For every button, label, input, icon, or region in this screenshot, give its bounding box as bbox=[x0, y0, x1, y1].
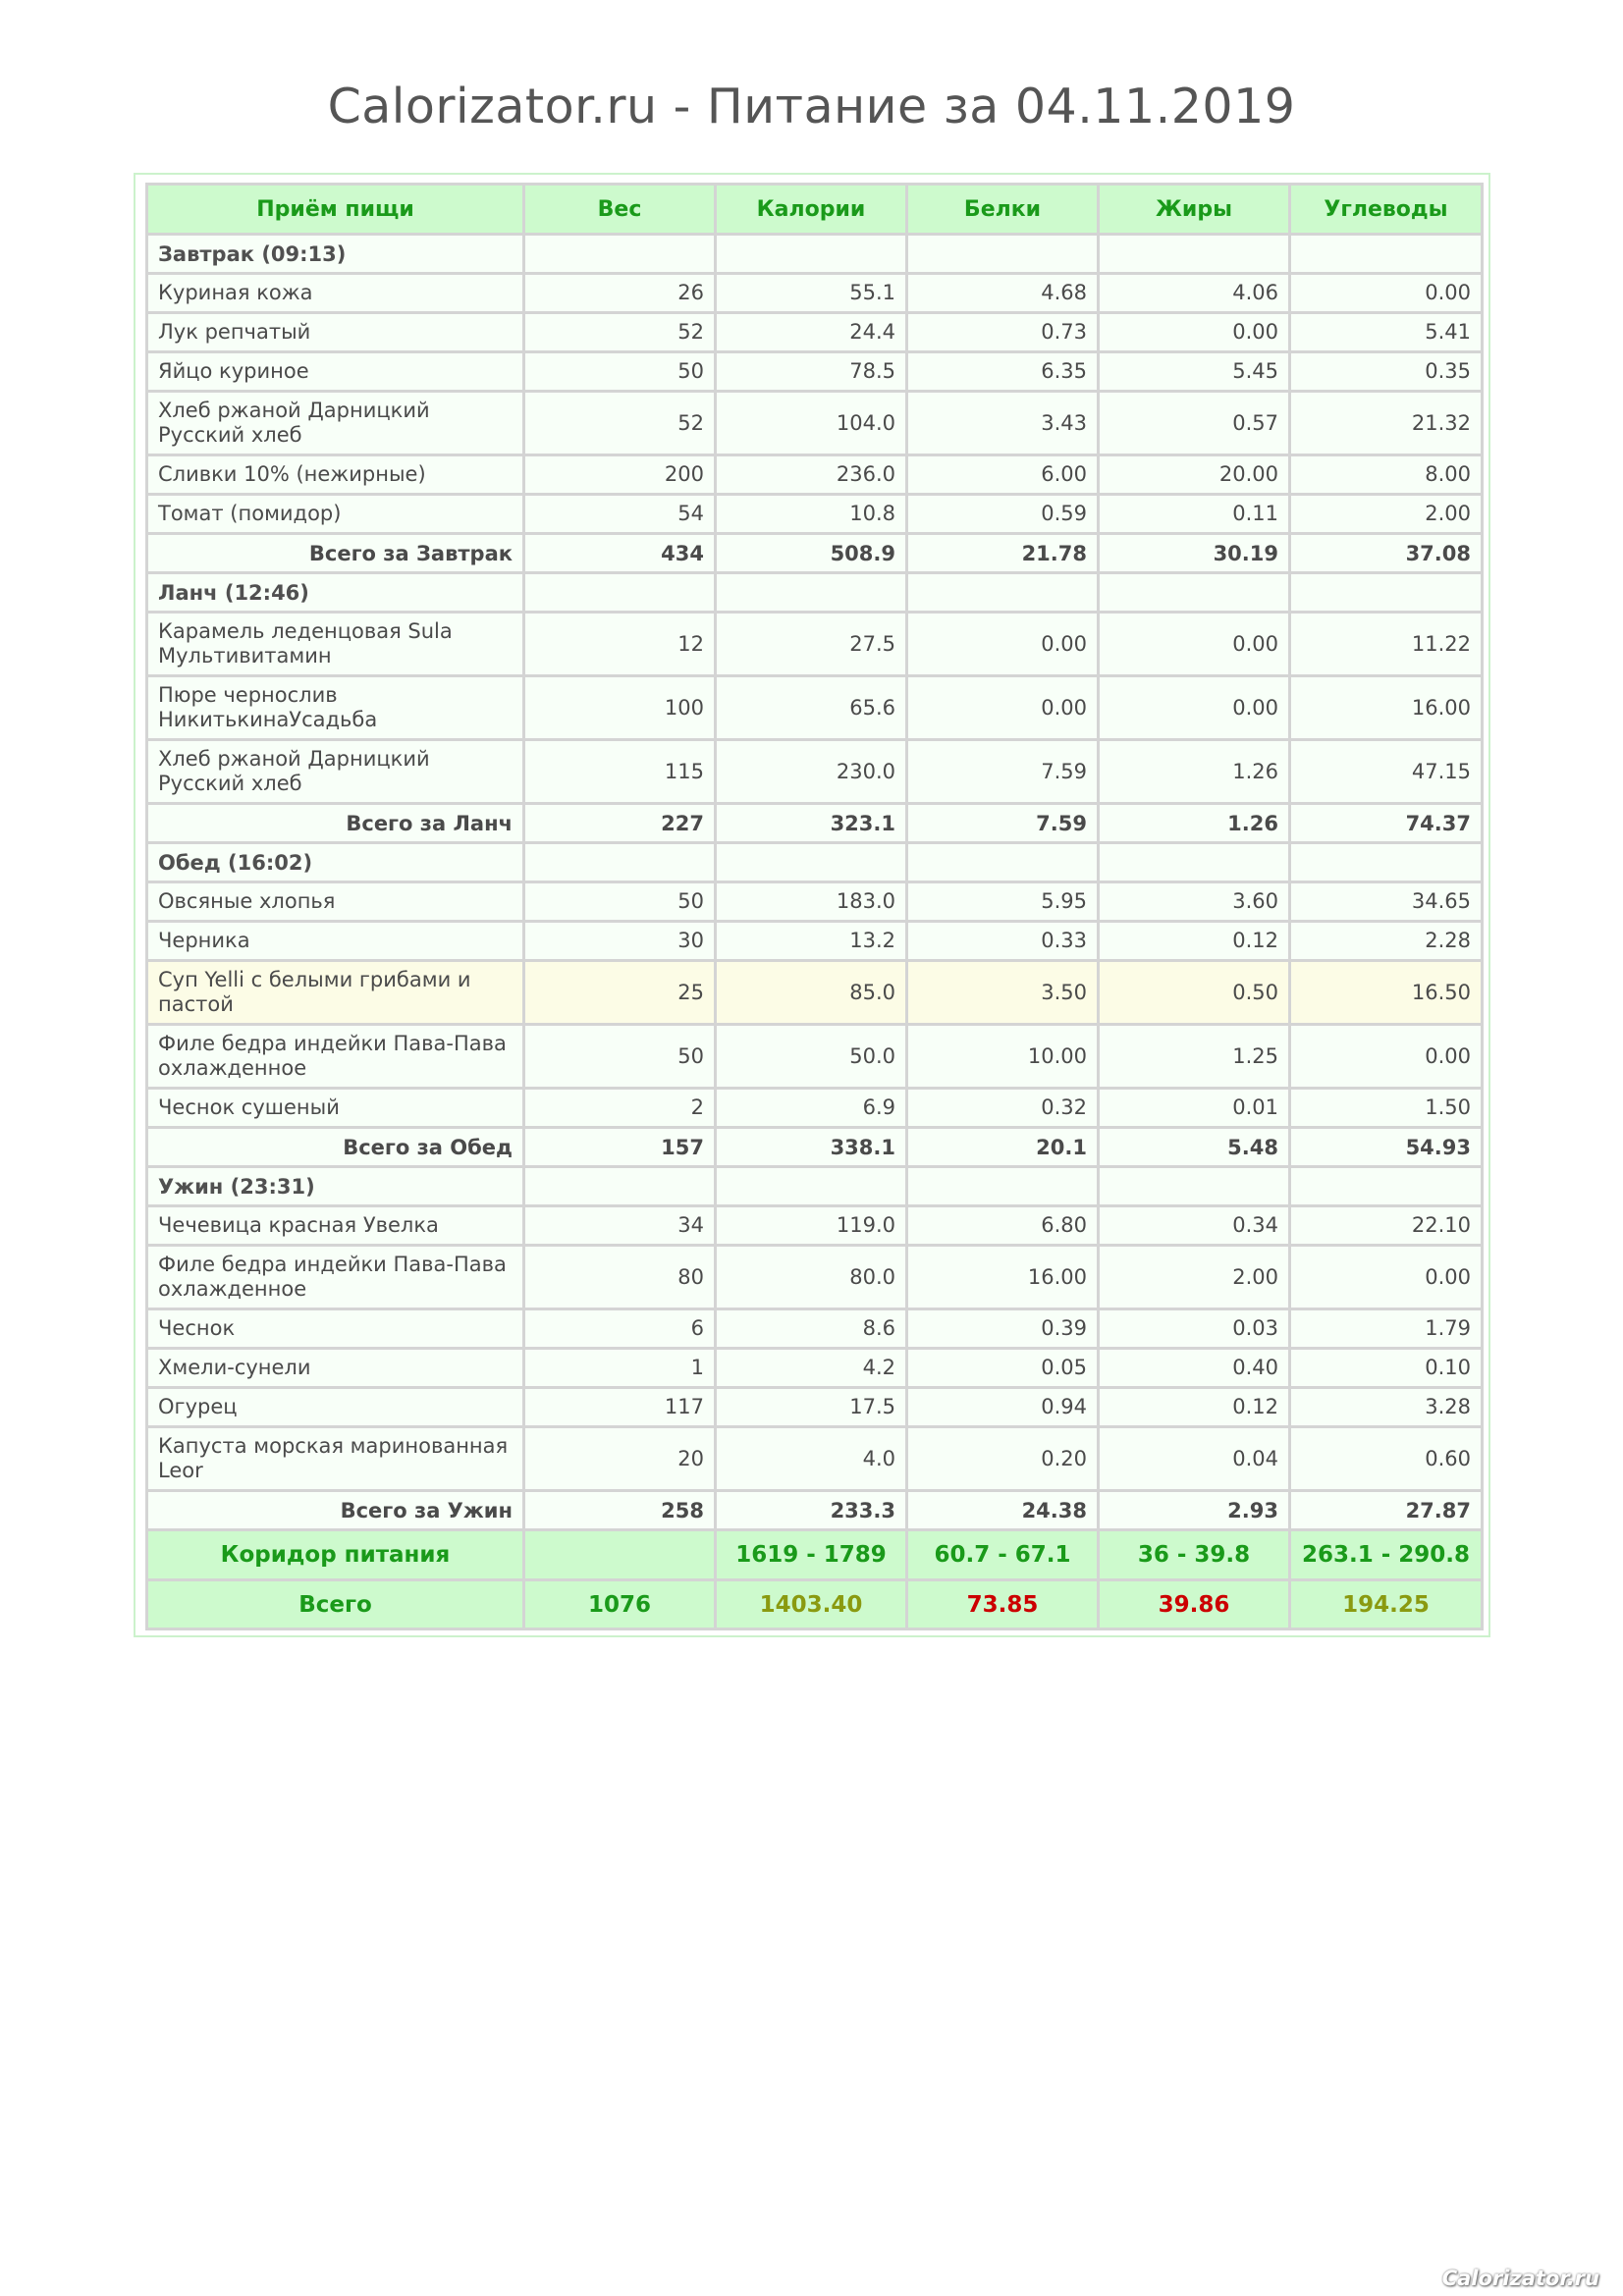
subtotal-protein: 21.78 bbox=[907, 534, 1099, 573]
subtotal-carbs: 27.87 bbox=[1290, 1491, 1483, 1530]
food-protein: 0.32 bbox=[907, 1089, 1099, 1128]
food-item-row bbox=[147, 1089, 1483, 1128]
meal-section-title: Ужин (23:31) bbox=[147, 1167, 524, 1206]
food-calories: 230.0 bbox=[716, 740, 907, 804]
subtotal-weight: 157 bbox=[524, 1128, 716, 1167]
food-item-row bbox=[147, 274, 1483, 313]
food-fat: 0.00 bbox=[1099, 613, 1290, 676]
food-protein: 0.59 bbox=[907, 495, 1099, 534]
subtotal-weight: 227 bbox=[524, 804, 716, 843]
food-name: Филе бедра индейки Пава-Пава охлажденное bbox=[147, 1025, 524, 1089]
food-calories: 17.5 bbox=[716, 1388, 907, 1427]
food-weight: 80 bbox=[524, 1246, 716, 1309]
food-fat: 0.12 bbox=[1099, 1388, 1290, 1427]
food-protein: 0.20 bbox=[907, 1427, 1099, 1491]
food-fat: 3.60 bbox=[1099, 882, 1290, 922]
header-row bbox=[147, 185, 1483, 235]
corridor-fat: 36 - 39.8 bbox=[1099, 1530, 1290, 1580]
watermark: Calorizator.ru bbox=[1441, 2267, 1599, 2290]
subtotal-carbs: 54.93 bbox=[1290, 1128, 1483, 1167]
food-weight: 50 bbox=[524, 1025, 716, 1089]
food-weight: 2 bbox=[524, 1089, 716, 1128]
food-carbs: 16.00 bbox=[1290, 676, 1483, 740]
column-header-meal: Приём пищи bbox=[147, 185, 524, 235]
empty-cell bbox=[524, 1167, 716, 1206]
food-protein: 0.00 bbox=[907, 676, 1099, 740]
food-item-row bbox=[147, 313, 1483, 352]
food-weight: 26 bbox=[524, 274, 716, 313]
food-weight: 25 bbox=[524, 961, 716, 1025]
food-weight: 1 bbox=[524, 1349, 716, 1388]
food-calories: 85.0 bbox=[716, 961, 907, 1025]
food-weight: 54 bbox=[524, 495, 716, 534]
food-fat: 0.04 bbox=[1099, 1427, 1290, 1491]
total-label: Всего bbox=[147, 1580, 524, 1629]
food-name: Пюре чернослив НикитькинаУсадьба bbox=[147, 676, 524, 740]
subtotal-calories: 508.9 bbox=[716, 534, 907, 573]
food-name: Огурец bbox=[147, 1388, 524, 1427]
food-protein: 10.00 bbox=[907, 1025, 1099, 1089]
food-calories: 24.4 bbox=[716, 313, 907, 352]
corridor-protein: 60.7 - 67.1 bbox=[907, 1530, 1099, 1580]
food-name: Чечевица красная Увелка bbox=[147, 1206, 524, 1246]
food-carbs: 34.65 bbox=[1290, 882, 1483, 922]
food-fat: 0.03 bbox=[1099, 1309, 1290, 1349]
subtotal-calories: 338.1 bbox=[716, 1128, 907, 1167]
food-fat: 4.06 bbox=[1099, 274, 1290, 313]
food-item-row bbox=[147, 1427, 1483, 1491]
subtotal-label: Всего за Завтрак bbox=[147, 534, 524, 573]
food-fat: 0.40 bbox=[1099, 1349, 1290, 1388]
food-item-row bbox=[147, 676, 1483, 740]
empty-cell bbox=[1290, 1167, 1483, 1206]
food-carbs: 11.22 bbox=[1290, 613, 1483, 676]
food-carbs: 5.41 bbox=[1290, 313, 1483, 352]
food-weight: 30 bbox=[524, 922, 716, 961]
food-calories: 8.6 bbox=[716, 1309, 907, 1349]
subtotal-fat: 30.19 bbox=[1099, 534, 1290, 573]
empty-cell bbox=[1290, 843, 1483, 882]
food-protein: 0.00 bbox=[907, 613, 1099, 676]
food-fat: 0.00 bbox=[1099, 676, 1290, 740]
food-item-row bbox=[147, 1025, 1483, 1089]
food-fat: 0.34 bbox=[1099, 1206, 1290, 1246]
food-item-row bbox=[147, 922, 1483, 961]
food-protein: 0.73 bbox=[907, 313, 1099, 352]
subtotal-calories: 233.3 bbox=[716, 1491, 907, 1530]
food-weight: 50 bbox=[524, 352, 716, 392]
empty-cell bbox=[907, 843, 1099, 882]
empty-cell bbox=[716, 573, 907, 613]
food-calories: 50.0 bbox=[716, 1025, 907, 1089]
food-name: Хмели-сунели bbox=[147, 1349, 524, 1388]
food-calories: 4.0 bbox=[716, 1427, 907, 1491]
food-weight: 117 bbox=[524, 1388, 716, 1427]
food-name: Карамель леденцовая Sula Мультивитамин bbox=[147, 613, 524, 676]
empty-cell bbox=[716, 235, 907, 274]
subtotal-fat: 1.26 bbox=[1099, 804, 1290, 843]
food-name: Куриная кожа bbox=[147, 274, 524, 313]
food-item-row bbox=[147, 455, 1483, 495]
empty-cell bbox=[1290, 235, 1483, 274]
food-calories: 183.0 bbox=[716, 882, 907, 922]
corridor-weight bbox=[524, 1530, 716, 1580]
meal-section-row bbox=[147, 843, 1483, 882]
food-item-row bbox=[147, 961, 1483, 1025]
food-carbs: 1.79 bbox=[1290, 1309, 1483, 1349]
empty-cell bbox=[524, 573, 716, 613]
nutrition-corridor-row bbox=[147, 1530, 1483, 1580]
food-carbs: 1.50 bbox=[1290, 1089, 1483, 1128]
empty-cell bbox=[1290, 573, 1483, 613]
food-item-row bbox=[147, 1246, 1483, 1309]
food-calories: 119.0 bbox=[716, 1206, 907, 1246]
food-name: Чеснок bbox=[147, 1309, 524, 1349]
food-fat: 0.11 bbox=[1099, 495, 1290, 534]
food-carbs: 47.15 bbox=[1290, 740, 1483, 804]
food-protein: 7.59 bbox=[907, 740, 1099, 804]
food-name: Хлеб ржаной Дарницкий Русский хлеб bbox=[147, 740, 524, 804]
food-calories: 80.0 bbox=[716, 1246, 907, 1309]
food-carbs: 0.00 bbox=[1290, 1246, 1483, 1309]
column-header-calories: Калории bbox=[716, 185, 907, 235]
food-calories: 10.8 bbox=[716, 495, 907, 534]
food-weight: 20 bbox=[524, 1427, 716, 1491]
corridor-label: Коридор питания bbox=[147, 1530, 524, 1580]
food-weight: 52 bbox=[524, 392, 716, 455]
column-header-fat: Жиры bbox=[1099, 185, 1290, 235]
food-name: Капуста морская маринованная Leor bbox=[147, 1427, 524, 1491]
food-calories: 27.5 bbox=[716, 613, 907, 676]
total-fat: 39.86 bbox=[1099, 1580, 1290, 1629]
food-weight: 34 bbox=[524, 1206, 716, 1246]
food-calories: 13.2 bbox=[716, 922, 907, 961]
food-fat: 0.00 bbox=[1099, 313, 1290, 352]
food-protein: 16.00 bbox=[907, 1246, 1099, 1309]
food-name: Хлеб ржаной Дарницкий Русский хлеб bbox=[147, 392, 524, 455]
food-name: Томат (помидор) bbox=[147, 495, 524, 534]
column-header-weight: Вес bbox=[524, 185, 716, 235]
food-protein: 6.00 bbox=[907, 455, 1099, 495]
subtotal-fat: 5.48 bbox=[1099, 1128, 1290, 1167]
food-protein: 0.94 bbox=[907, 1388, 1099, 1427]
food-protein: 3.50 bbox=[907, 961, 1099, 1025]
food-weight: 52 bbox=[524, 313, 716, 352]
food-protein: 4.68 bbox=[907, 274, 1099, 313]
meal-section-title: Ланч (12:46) bbox=[147, 573, 524, 613]
food-fat: 0.01 bbox=[1099, 1089, 1290, 1128]
food-weight: 50 bbox=[524, 882, 716, 922]
meal-section-row bbox=[147, 573, 1483, 613]
food-weight: 115 bbox=[524, 740, 716, 804]
meal-section-row bbox=[147, 1167, 1483, 1206]
subtotal-label: Всего за Ужин bbox=[147, 1491, 524, 1530]
food-weight: 100 bbox=[524, 676, 716, 740]
food-carbs: 0.10 bbox=[1290, 1349, 1483, 1388]
food-name: Черника bbox=[147, 922, 524, 961]
corridor-carbs: 263.1 - 290.8 bbox=[1290, 1530, 1483, 1580]
food-item-row bbox=[147, 1349, 1483, 1388]
food-protein: 0.05 bbox=[907, 1349, 1099, 1388]
food-carbs: 0.35 bbox=[1290, 352, 1483, 392]
food-carbs: 16.50 bbox=[1290, 961, 1483, 1025]
food-item-row bbox=[147, 392, 1483, 455]
empty-cell bbox=[716, 843, 907, 882]
food-item-row bbox=[147, 1388, 1483, 1427]
meal-subtotal-row bbox=[147, 1491, 1483, 1530]
food-name: Сливки 10% (нежирные) bbox=[147, 455, 524, 495]
food-protein: 6.80 bbox=[907, 1206, 1099, 1246]
total-weight: 1076 bbox=[524, 1580, 716, 1629]
food-fat: 0.50 bbox=[1099, 961, 1290, 1025]
empty-cell bbox=[907, 1167, 1099, 1206]
subtotal-fat: 2.93 bbox=[1099, 1491, 1290, 1530]
food-name: Лук репчатый bbox=[147, 313, 524, 352]
subtotal-calories: 323.1 bbox=[716, 804, 907, 843]
column-header-protein: Белки bbox=[907, 185, 1099, 235]
food-item-row bbox=[147, 1309, 1483, 1349]
meal-subtotal-row bbox=[147, 804, 1483, 843]
subtotal-label: Всего за Обед bbox=[147, 1128, 524, 1167]
food-weight: 12 bbox=[524, 613, 716, 676]
food-calories: 65.6 bbox=[716, 676, 907, 740]
meal-subtotal-row bbox=[147, 1128, 1483, 1167]
food-protein: 5.95 bbox=[907, 882, 1099, 922]
grand-total-row bbox=[147, 1580, 1483, 1629]
food-name: Суп Yelli с белыми грибами и пастой bbox=[147, 961, 524, 1025]
subtotal-carbs: 74.37 bbox=[1290, 804, 1483, 843]
food-item-row bbox=[147, 882, 1483, 922]
food-fat: 1.26 bbox=[1099, 740, 1290, 804]
food-item-row bbox=[147, 613, 1483, 676]
corridor-calories: 1619 - 1789 bbox=[716, 1530, 907, 1580]
empty-cell bbox=[716, 1167, 907, 1206]
nutrition-table bbox=[145, 183, 1484, 1630]
subtotal-protein: 7.59 bbox=[907, 804, 1099, 843]
total-protein: 73.85 bbox=[907, 1580, 1099, 1629]
food-name: Яйцо куриное bbox=[147, 352, 524, 392]
meal-section-title: Обед (16:02) bbox=[147, 843, 524, 882]
food-fat: 0.57 bbox=[1099, 392, 1290, 455]
empty-cell bbox=[907, 235, 1099, 274]
meal-section-row bbox=[147, 235, 1483, 274]
food-carbs: 2.00 bbox=[1290, 495, 1483, 534]
food-fat: 5.45 bbox=[1099, 352, 1290, 392]
food-weight: 6 bbox=[524, 1309, 716, 1349]
food-item-row bbox=[147, 352, 1483, 392]
subtotal-carbs: 37.08 bbox=[1290, 534, 1483, 573]
food-carbs: 2.28 bbox=[1290, 922, 1483, 961]
empty-cell bbox=[1099, 573, 1290, 613]
food-calories: 236.0 bbox=[716, 455, 907, 495]
empty-cell bbox=[1099, 1167, 1290, 1206]
empty-cell bbox=[524, 235, 716, 274]
food-calories: 104.0 bbox=[716, 392, 907, 455]
empty-cell bbox=[1099, 235, 1290, 274]
subtotal-protein: 20.1 bbox=[907, 1128, 1099, 1167]
food-name: Филе бедра индейки Пава-Пава охлажденное bbox=[147, 1246, 524, 1309]
food-fat: 2.00 bbox=[1099, 1246, 1290, 1309]
food-fat: 0.12 bbox=[1099, 922, 1290, 961]
food-name: Чеснок сушеный bbox=[147, 1089, 524, 1128]
food-item-row bbox=[147, 1206, 1483, 1246]
food-calories: 6.9 bbox=[716, 1089, 907, 1128]
subtotal-label: Всего за Ланч bbox=[147, 804, 524, 843]
food-carbs: 0.00 bbox=[1290, 274, 1483, 313]
food-calories: 4.2 bbox=[716, 1349, 907, 1388]
food-protein: 6.35 bbox=[907, 352, 1099, 392]
subtotal-weight: 258 bbox=[524, 1491, 716, 1530]
food-name: Овсяные хлопья bbox=[147, 882, 524, 922]
food-carbs: 0.60 bbox=[1290, 1427, 1483, 1491]
empty-cell bbox=[907, 573, 1099, 613]
total-calories: 1403.40 bbox=[716, 1580, 907, 1629]
empty-cell bbox=[1099, 843, 1290, 882]
food-carbs: 8.00 bbox=[1290, 455, 1483, 495]
column-header-carbs: Углеводы bbox=[1290, 185, 1483, 235]
food-weight: 200 bbox=[524, 455, 716, 495]
food-protein: 0.33 bbox=[907, 922, 1099, 961]
food-carbs: 22.10 bbox=[1290, 1206, 1483, 1246]
food-fat: 20.00 bbox=[1099, 455, 1290, 495]
food-fat: 1.25 bbox=[1099, 1025, 1290, 1089]
subtotal-protein: 24.38 bbox=[907, 1491, 1099, 1530]
food-calories: 78.5 bbox=[716, 352, 907, 392]
meal-subtotal-row bbox=[147, 534, 1483, 573]
page-title: Calorizator.ru - Питание за 04.11.2019 bbox=[327, 79, 1296, 134]
food-carbs: 3.28 bbox=[1290, 1388, 1483, 1427]
food-calories: 55.1 bbox=[716, 274, 907, 313]
food-item-row bbox=[147, 740, 1483, 804]
food-protein: 3.43 bbox=[907, 392, 1099, 455]
subtotal-weight: 434 bbox=[524, 534, 716, 573]
food-carbs: 0.00 bbox=[1290, 1025, 1483, 1089]
total-carbs: 194.25 bbox=[1290, 1580, 1483, 1629]
meal-section-title: Завтрак (09:13) bbox=[147, 235, 524, 274]
empty-cell bbox=[524, 843, 716, 882]
food-carbs: 21.32 bbox=[1290, 392, 1483, 455]
food-protein: 0.39 bbox=[907, 1309, 1099, 1349]
food-item-row bbox=[147, 495, 1483, 534]
